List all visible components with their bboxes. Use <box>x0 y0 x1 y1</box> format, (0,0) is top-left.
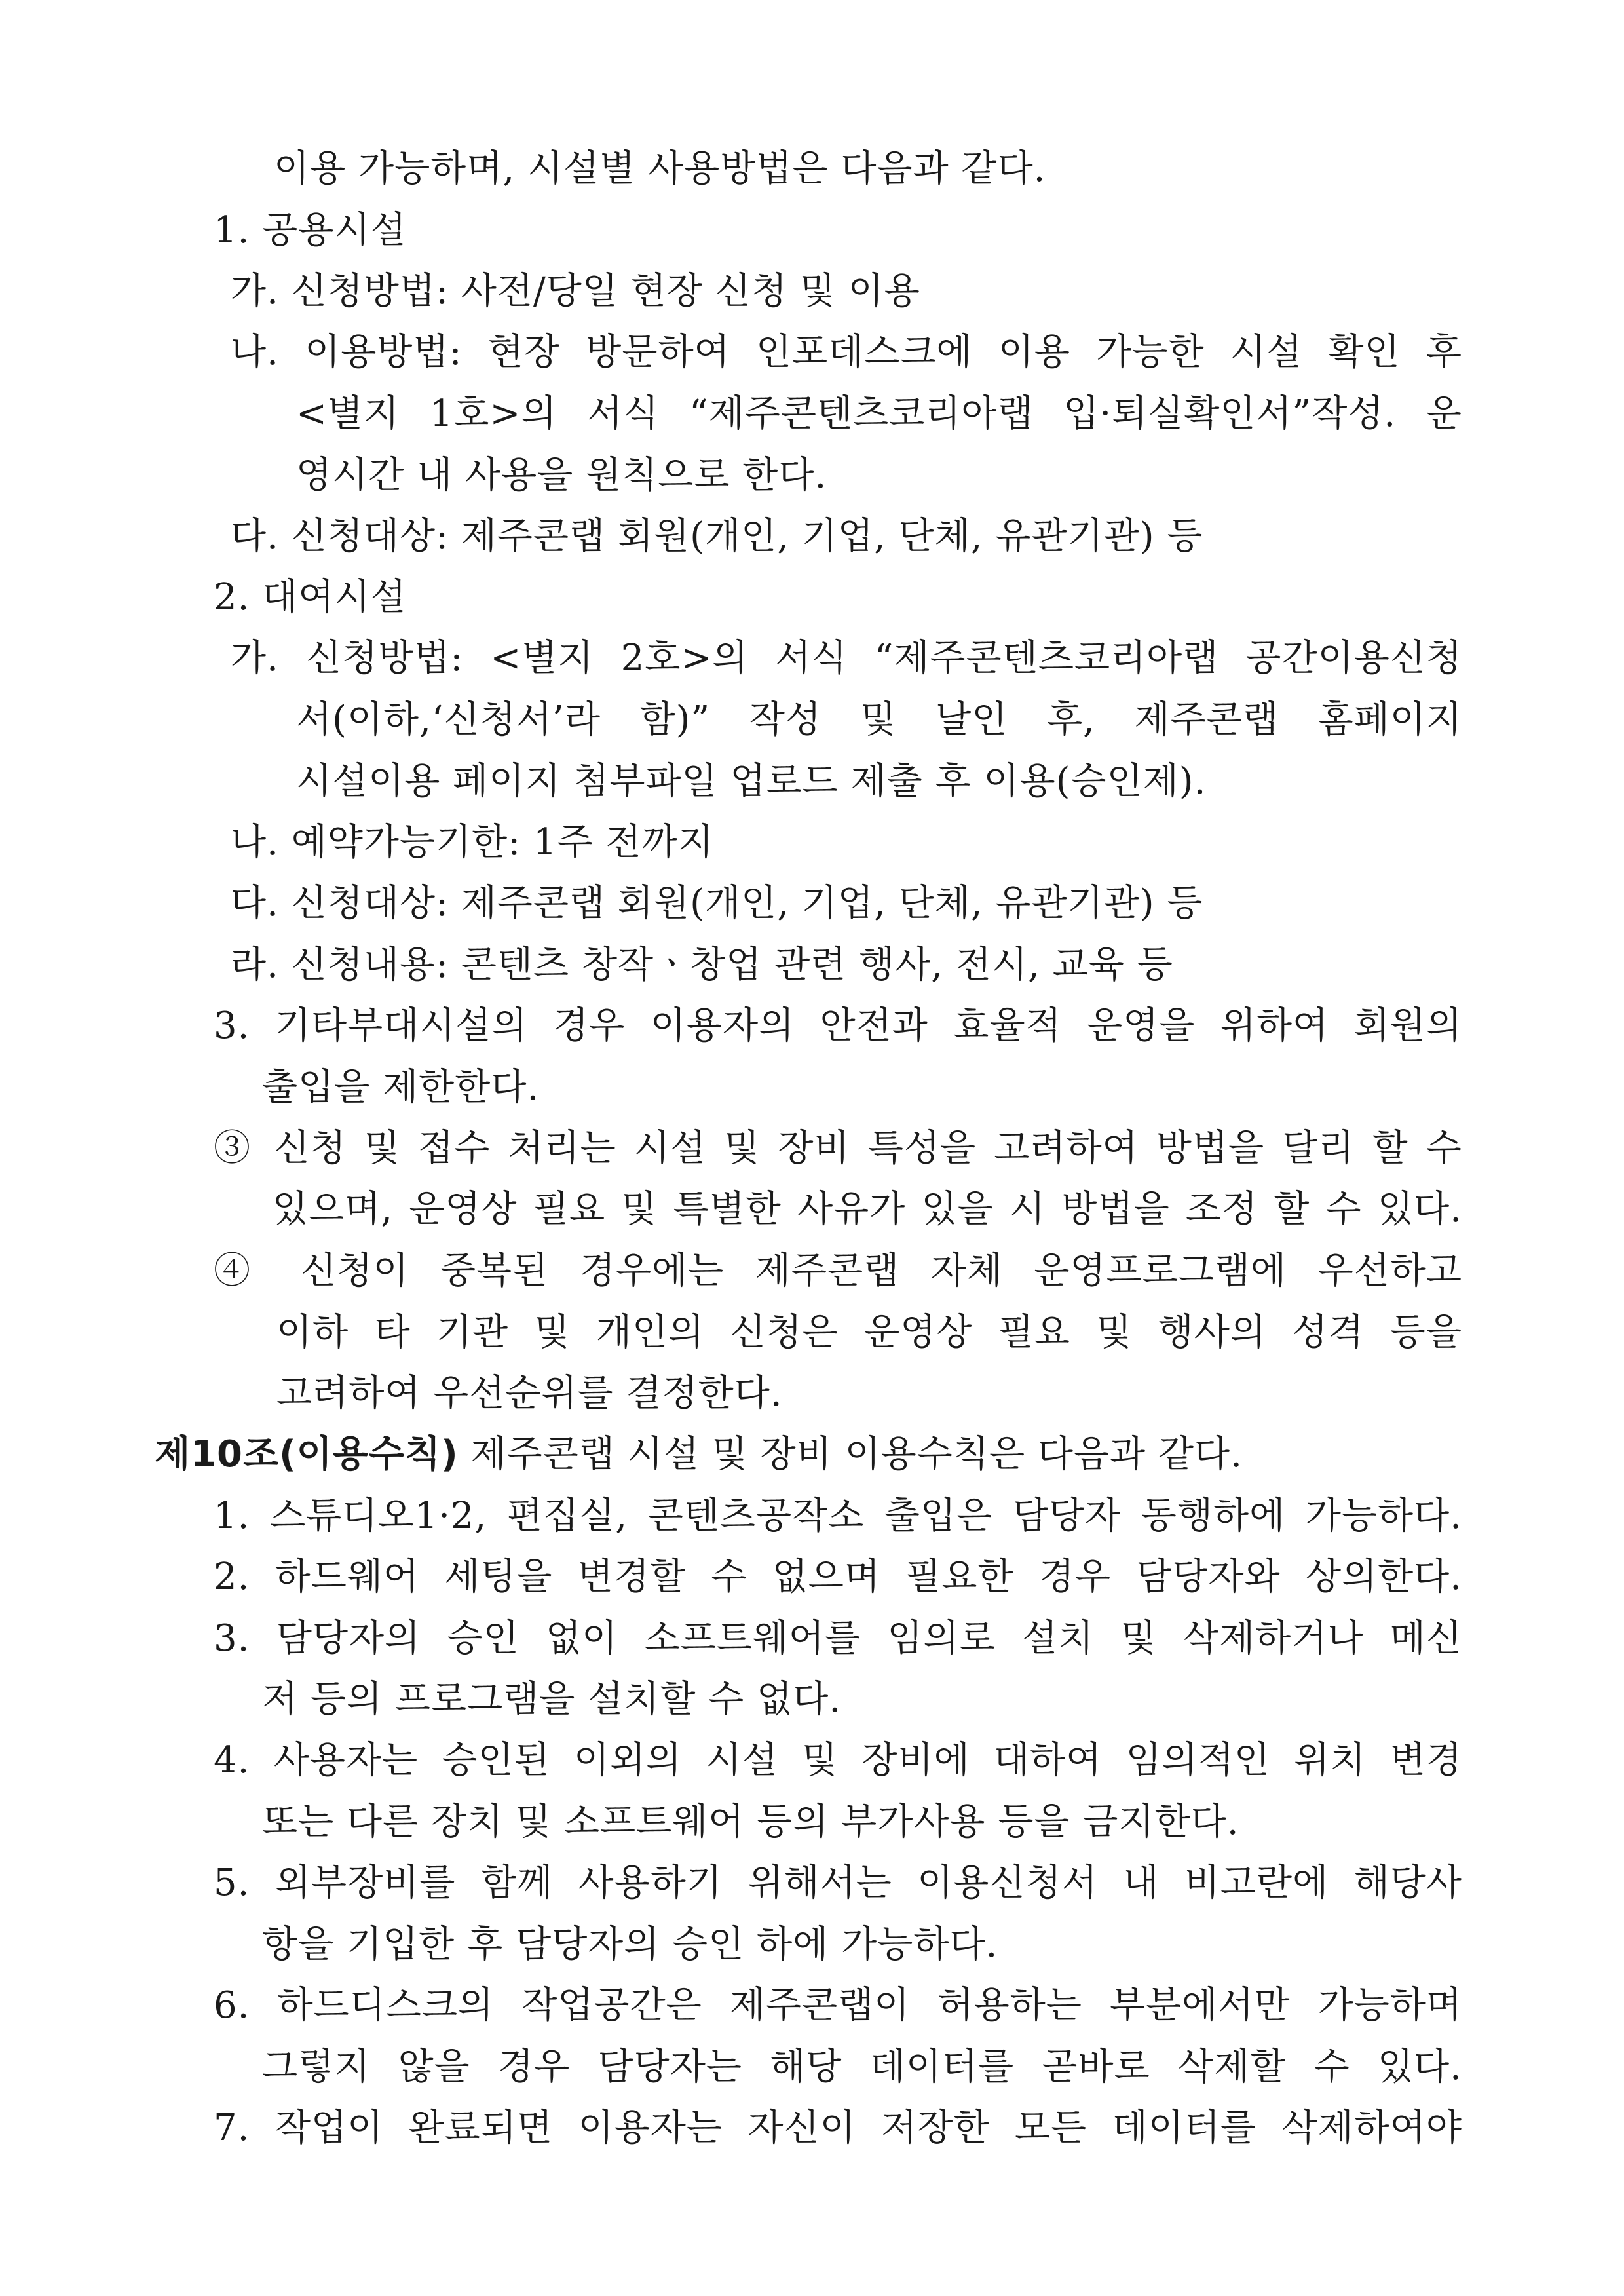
list-item: 2. 하드웨어 세팅을 변경할 수 없으며 필요한 경우 담당자와 상의한다. <box>214 1556 1462 1598</box>
text-line: <별지 1호>의 서식 “제주콘텐츠코리아랩 입·퇴실확인서”작성. 운 <box>296 392 1462 435</box>
paragraph-item: ③ 신청 및 접수 처리는 시설 및 장비 특성을 고려하여 방법을 달리 할 수 <box>214 1127 1462 1170</box>
text-line: 고려하여 우선순위를 결정한다. <box>276 1372 783 1415</box>
text-line: 또는 다른 장치 및 소프트웨어 등의 부가사용 등을 금지한다. <box>262 1801 1239 1843</box>
list-subitem: 다. 신청대상: 제주콘랩 회원(개인, 기업, 단체, 유관기관) 등 <box>231 515 1203 558</box>
text-line: 있으며, 운영상 필요 및 특별한 사유가 있을 시 방법을 조정 할 수 있다. <box>273 1188 1462 1231</box>
text-line: 그렇지 않을 경우 담당자는 해당 데이터를 곧바로 삭제할 수 있다. <box>262 2046 1462 2088</box>
list-subitem: 다. 신청대상: 제주콘랩 회원(개인, 기업, 단체, 유관기관) 등 <box>231 882 1203 925</box>
list-item: 7. 작업이 완료되면 이용자는 자신이 저장한 모든 데이터를 삭제하여야 <box>214 2107 1462 2149</box>
text-line: 영시간 내 사용을 원칙으로 한다. <box>296 454 827 497</box>
list-subitem: 나. 이용방법: 현장 방문하여 인포데스크에 이용 가능한 시설 확인 후 <box>231 331 1462 373</box>
list-item: 6. 하드디스크의 작업공간은 제주콘랩이 허용하는 부분에서만 가능하며 <box>214 1984 1462 2027</box>
list-subitem: 라. 신청내용: 콘텐츠 창작ㆍ창업 관련 행사, 전시, 교육 등 <box>231 944 1173 986</box>
article-title: 제10조(이용수칙) <box>155 1433 459 1476</box>
text-line: 서(이하,‘신청서’라 함)” 작성 및 날인 후, 제주콘랩 홈페이지 <box>296 698 1462 741</box>
text-line: 시설이용 페이지 첨부파일 업로드 제출 후 이용(승인제). <box>296 760 1207 803</box>
list-subitem: 가. 신청방법: <별지 2호>의 서식 “제주콘텐츠코리아랩 공간이용신청 <box>231 637 1462 679</box>
text-line: 출입을 제한한다. <box>262 1066 540 1109</box>
list-item: 1. 스튜디오1·2, 편집실, 콘텐츠공작소 출입은 담당자 동행하에 가능하다. <box>214 1495 1462 1537</box>
list-item: 3. 기타부대시설의 경우 이용자의 안전과 효율적 운영을 위하여 회원의 <box>214 1004 1462 1047</box>
text-line: 이하 타 기관 및 개인의 신청은 운영상 필요 및 행사의 성격 등을 <box>276 1311 1462 1354</box>
list-item: 3. 담당자의 승인 없이 소프트웨어를 임의로 설치 및 삭제하거나 메신 <box>214 1617 1462 1660</box>
article-body: 제주콘랩 시설 및 장비 이용수칙은 다음과 같다. <box>458 1433 1243 1476</box>
text-line: 저 등의 프로그램을 설치할 수 없다. <box>262 1678 842 1721</box>
text-line: 이용 가능하며, 시설별 사용방법은 다음과 같다. <box>274 147 1046 190</box>
list-subitem: 나. 예약가능기한: 1주 전까지 <box>231 821 714 864</box>
paragraph-item: ④ 신청이 중복된 경우에는 제주콘랩 자체 운영프로그램에 우선하고 <box>214 1250 1462 1292</box>
list-item-heading: 2. 대여시설 <box>214 576 407 619</box>
list-item-heading: 1. 공용시설 <box>214 209 407 252</box>
article-line <box>155 1425 1243 1485</box>
list-item: 4. 사용자는 승인된 이외의 시설 및 장비에 대하여 임의적인 위치 변경 <box>214 1739 1462 1782</box>
list-subitem: 가. 신청방법: 사전/당일 현장 신청 및 이용 <box>231 270 920 313</box>
list-item: 5. 외부장비를 함께 사용하기 위해서는 이용신청서 내 비고란에 해당사 <box>214 1862 1462 1904</box>
text-line: 항을 기입한 후 담당자의 승인 하에 가능하다. <box>262 1923 998 1966</box>
